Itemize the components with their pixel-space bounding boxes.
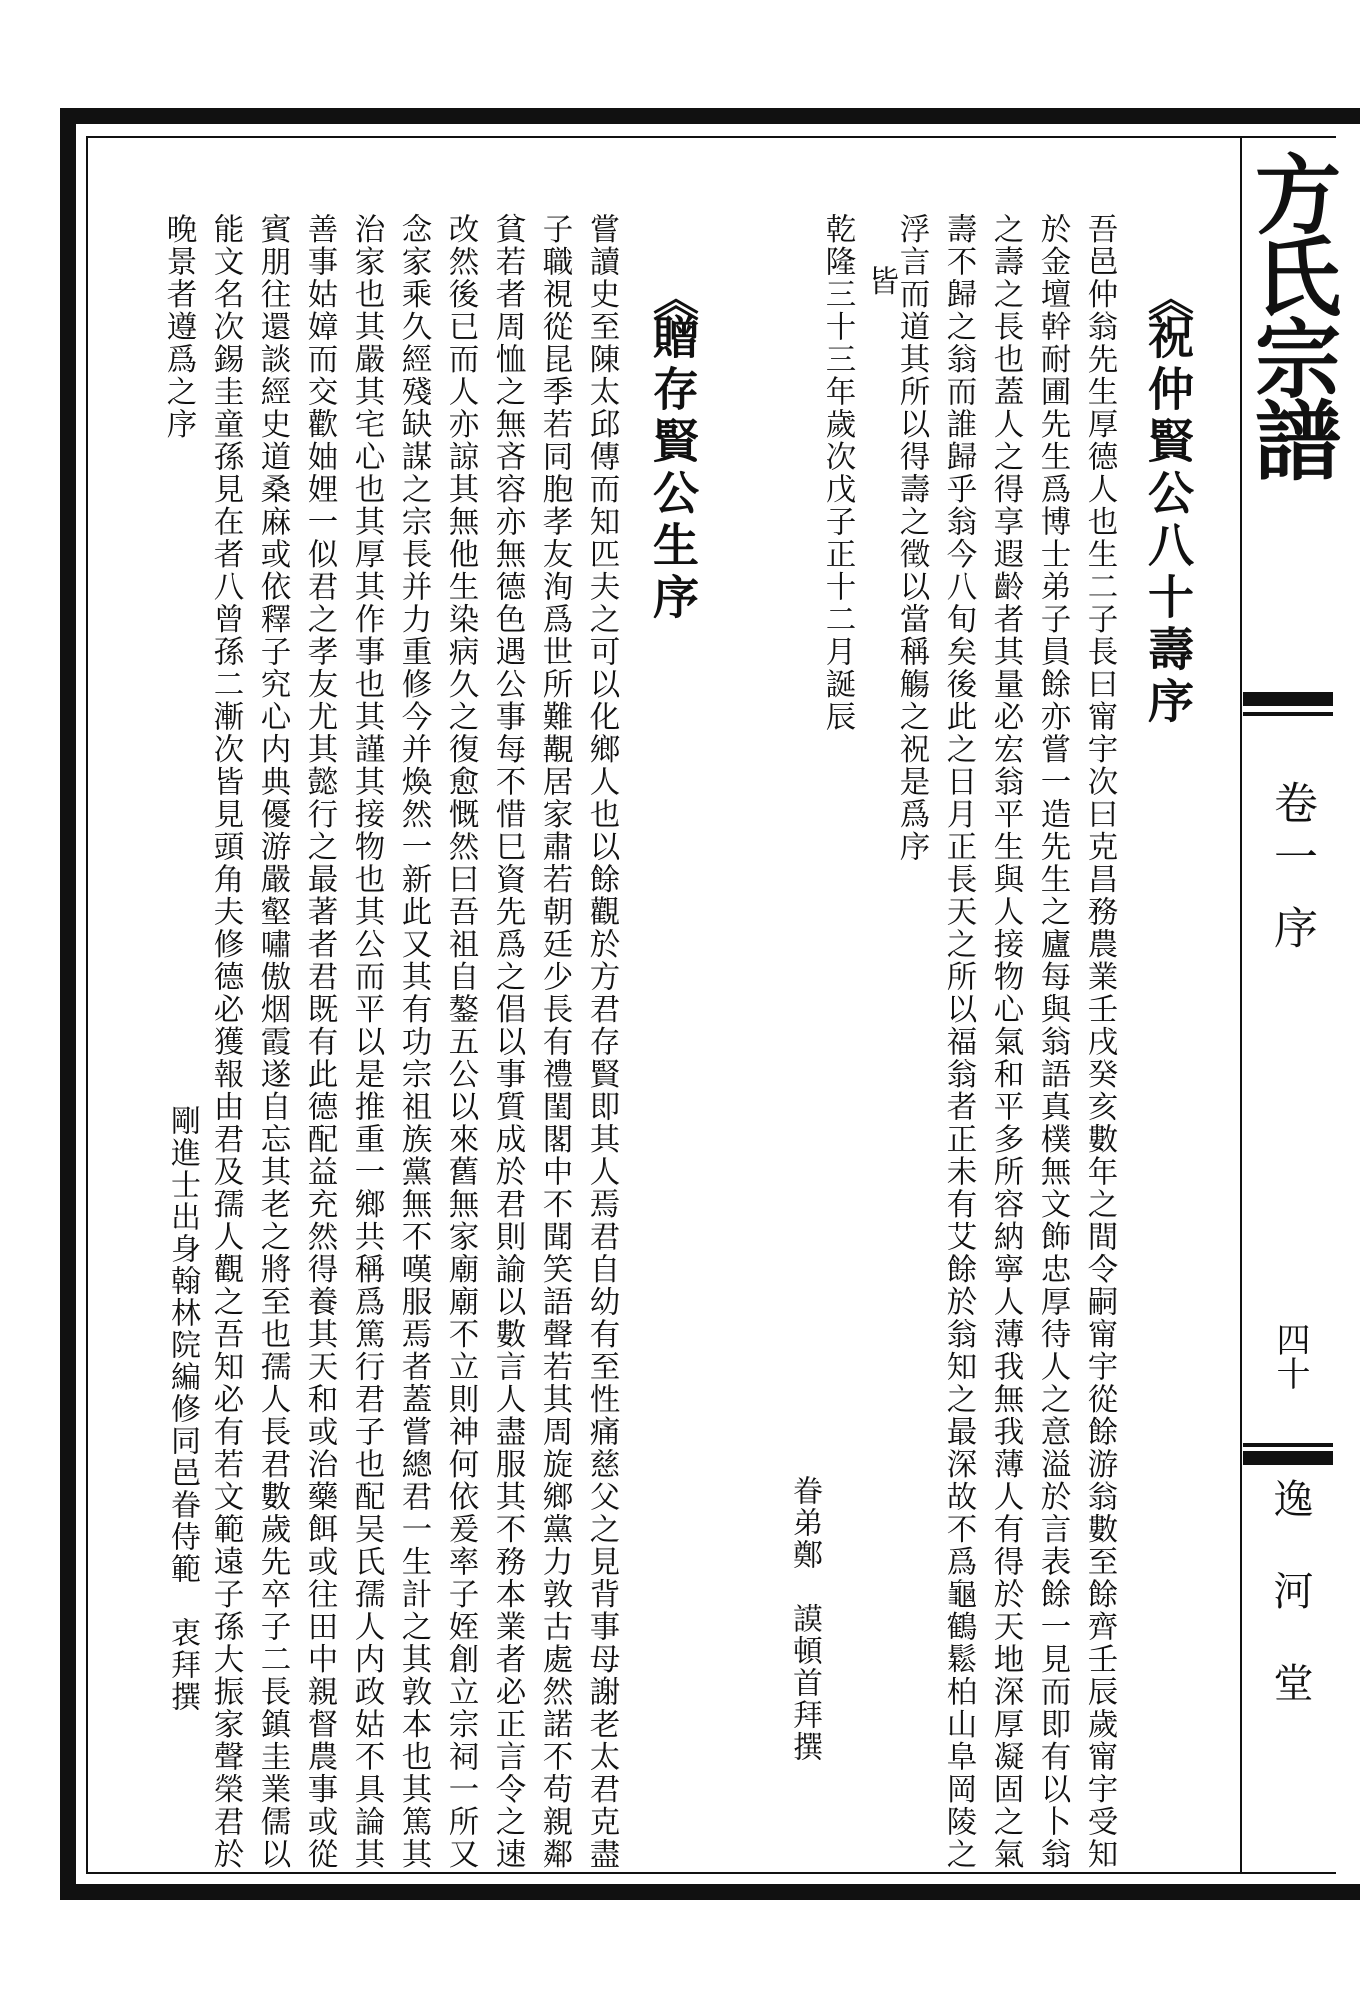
title-band-bar [1243, 712, 1333, 716]
article1-date-prefix: 皆 [863, 265, 898, 298]
volume-label: 卷一 [1266, 780, 1317, 888]
article2-column: 子職視從昆季若同胞孝友洵爲世所難覯居家肅若朝廷少長有禮閨閣中不聞笑語聲若其周旋鄉黨力敦古處然諾不苟親鄰 [537, 213, 572, 1871]
section-mark-icon: 《 [1141, 275, 1195, 313]
title-band-bar [1243, 1451, 1333, 1465]
article1-column: 壽不歸之翁而誰歸乎翁今八旬矣後此之日月正長天之所以福翁者正未有艾餘於翁知之最深故不爲龜鶴鬆柏山阜岡陵之 [941, 213, 976, 1871]
section-mark-icon: 《 [646, 275, 700, 313]
article2-column: 賓朋往還談經史道桑麻或依釋子究心内典優游嚴壑嘯傲烟霞遂自忘其老之將至也孺人長君數歲先卒子二長鎮圭業儒以 [255, 213, 290, 1871]
article1-column: 吾邑仲翁先生厚德人也生二子長曰甯宇次曰克昌務農業壬戌癸亥數年之間令嗣甯宇從餘游翁數至餘齊壬辰歲甯宇受知 [1082, 213, 1117, 1871]
article1-signature: 眷弟鄭 謨頓首拜撰 [787, 1475, 822, 1763]
article2-column: 念家乘久經殘缺謀之宗長并力重修今并煥然一新此又其有功宗祖族黨無不嘆服焉者蓋嘗總君一生計之其敦本也其篤其 [396, 213, 431, 1871]
article1-column: 於金壇幹耐圃先生爲博士弟子員餘亦嘗一造先生之廬每與翁語真樸無文飾忠厚待人之意溢於言表餘一見而即有以卜翁 [1035, 213, 1070, 1871]
article1-column: 之壽之長也蓋人之得享遐齡者其量必宏翁平生與人接物心氣和平多所容納寧人薄我無我薄人有得於天地深厚凝固之氣 [988, 213, 1023, 1871]
section-label: 序 [1266, 905, 1317, 959]
article1-date: 乾隆三十三年歲次戊子正十二月誕辰 [820, 213, 855, 733]
page-number: 四十 [1270, 1322, 1310, 1390]
article2-column: 改然後已而人亦諒其無他生染病久之復愈慨然曰吾祖自鏊五公以來舊無家廟廟不立則神何依爰率子姪創立宗祠一所又 [443, 213, 478, 1871]
article2-column: 能文名次錫圭童孫見在者八曾孫二漸次皆見頭角夫修德必獲報由君及孺人觀之吾知必有若文範遠子孫大振家聲榮君於 [208, 213, 243, 1871]
article1-column: 浮言而道其所以得壽之徵以當稱觴之祝是爲序 [894, 213, 929, 863]
hall-name: 逸河堂 [1267, 1478, 1313, 1754]
title-band-bar [1243, 692, 1333, 706]
article2-column: 嘗讀史至陳太邱傳而知匹夫之可以化鄉人也以餘觀於方君存賢即其人焉君自幼有至性痛慈父之見背事母謝老太君克盡 [584, 213, 619, 1871]
article2-column: 貧若者周恤之無吝容亦無德色遇公事每不惜巳資先爲之倡以事質成於君則諭以數言人盡服其不務本業者必正言令之速 [490, 213, 525, 1871]
article1-title: 《祝仲賢公八十壽序 [1141, 275, 1195, 729]
book-title: 方氏宗譜 [1240, 150, 1341, 478]
article2-column: 善事姑嫜而交歡妯娌一似君之孝友尤其懿行之最著者君既有此德配益充然得養其天和或治藥餌或往田中親督農事或從 [302, 213, 337, 1871]
article2-column: 治家也其嚴其宅心也其厚其作事也其謹其接物也其公而平以是推重一鄉共稱爲篤行君子也配吴氏孺人内政姑不具論其 [349, 213, 384, 1871]
article2-signature: 剛進士出身翰林院編修同邑眷侍範 衷拜撰 [165, 1105, 200, 1713]
article2-column: 晚景者遵爲之序 [161, 213, 196, 441]
article2-title: 《贈存賢公生序 [646, 275, 700, 625]
title-band-bar [1243, 1443, 1333, 1447]
